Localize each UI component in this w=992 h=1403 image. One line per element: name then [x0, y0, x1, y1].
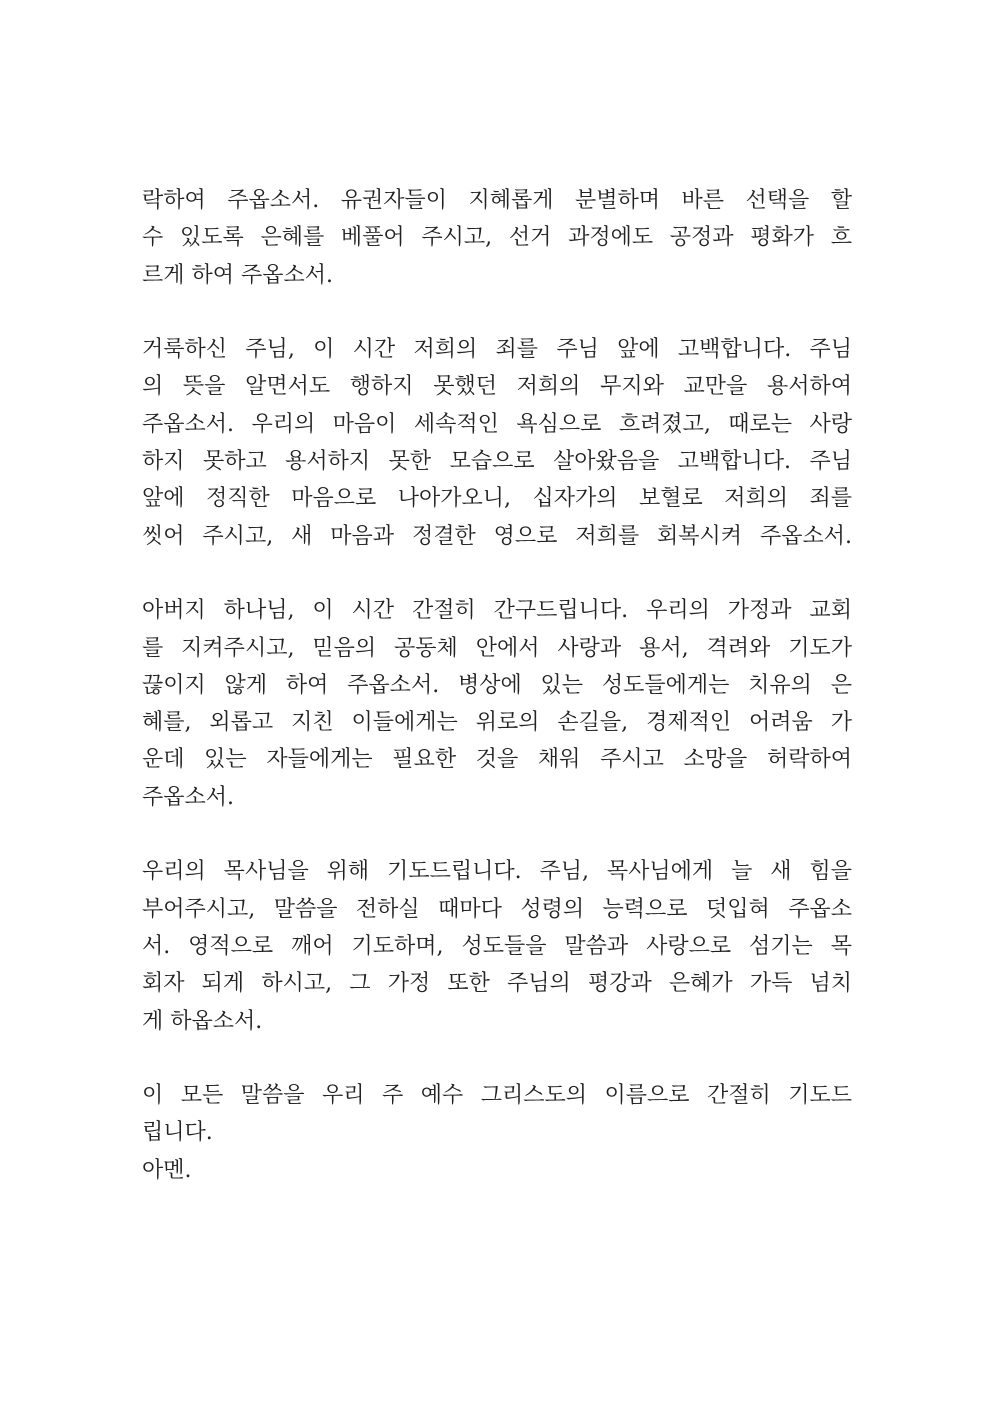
text-line: 운데 있는 자들에게는 필요한 것을 채워 주시고 소망을 허락하여	[142, 747, 852, 773]
text-line: 하지 못하고 용서하지 못한 모습으로 살아왔음을 고백합니다. 주님	[142, 449, 852, 475]
text-line: 락하여 주옵소서. 유권자들이 지혜롭게 분별하며 바른 선택을 할	[142, 188, 852, 213]
text-line: 의 뜻을 알면서도 행하지 못했던 저희의 무지와 교만을 용서하여	[142, 374, 852, 400]
text-line: 주옵소서. 우리의 마음이 세속적인 욕심으로 흐려졌고, 때로는 사랑	[142, 411, 852, 437]
text-line: 앞에 정직한 마음으로 나아가오니, 십자가의 보혈로 저희의 죄를	[142, 486, 852, 512]
text-line: 를 지켜주시고, 믿음의 공동체 안에서 사랑과 용서, 격려와 기도가	[142, 635, 852, 661]
text-line: 회자 되게 하시고, 그 가정 또한 주님의 평강과 은혜가 가득 넘치	[142, 971, 852, 997]
text-line: 끊이지 않게 하여 주옵소서. 병상에 있는 성도들에게는 치유의 은	[142, 672, 852, 698]
paragraph-pastor	[142, 853, 852, 1039]
text-line: 서. 영적으로 깨어 기도하며, 성도들을 말씀과 사랑으로 섬기는 목	[142, 933, 852, 959]
prayer-text	[142, 182, 852, 1189]
text-line: 우리의 목사님을 위해 기도드립니다. 주님, 목사님에게 늘 새 힘을	[142, 859, 852, 885]
text-line: 아버지 하나님, 이 시간 간절히 간구드립니다. 우리의 가정과 교회	[142, 598, 852, 624]
paragraph-closing	[142, 1077, 852, 1189]
paragraph-confession	[142, 331, 852, 555]
text-line: 부어주시고, 말씀을 전하실 때마다 성령의 능력으로 덧입혀 주옵소	[142, 896, 852, 922]
text-line: 게 하옵소서.	[142, 1008, 263, 1034]
text-line: 혜를, 외롭고 지친 이들에게는 위로의 손길을, 경제적인 어려움 가	[142, 710, 852, 736]
paragraph-election	[142, 182, 852, 294]
text-line: 수 있도록 은혜를 베풀어 주시고, 선거 과정에도 공정과 평화가 흐	[142, 225, 852, 251]
text-line: 이 모든 말씀을 우리 주 예수 그리스도의 이름으로 간절히 기도드	[142, 1083, 852, 1109]
paragraph-family-church	[142, 592, 852, 816]
paragraph-spacer	[142, 294, 852, 331]
paragraph-spacer	[142, 1040, 852, 1077]
text-line: 주옵소서.	[142, 784, 235, 810]
text-line: 거룩하신 주님, 이 시간 저희의 죄를 주님 앞에 고백합니다. 주님	[142, 337, 852, 363]
text-line: 르게 하여 주옵소서.	[142, 262, 333, 288]
text-line: 씻어 주시고, 새 마음과 정결한 영으로 저희를 회복시켜 주옵소서.	[142, 523, 852, 549]
paragraph-spacer	[142, 555, 852, 592]
amen-line: 아멘.	[142, 1157, 192, 1183]
paragraph-spacer	[142, 816, 852, 853]
text-line: 립니다.	[142, 1120, 213, 1146]
